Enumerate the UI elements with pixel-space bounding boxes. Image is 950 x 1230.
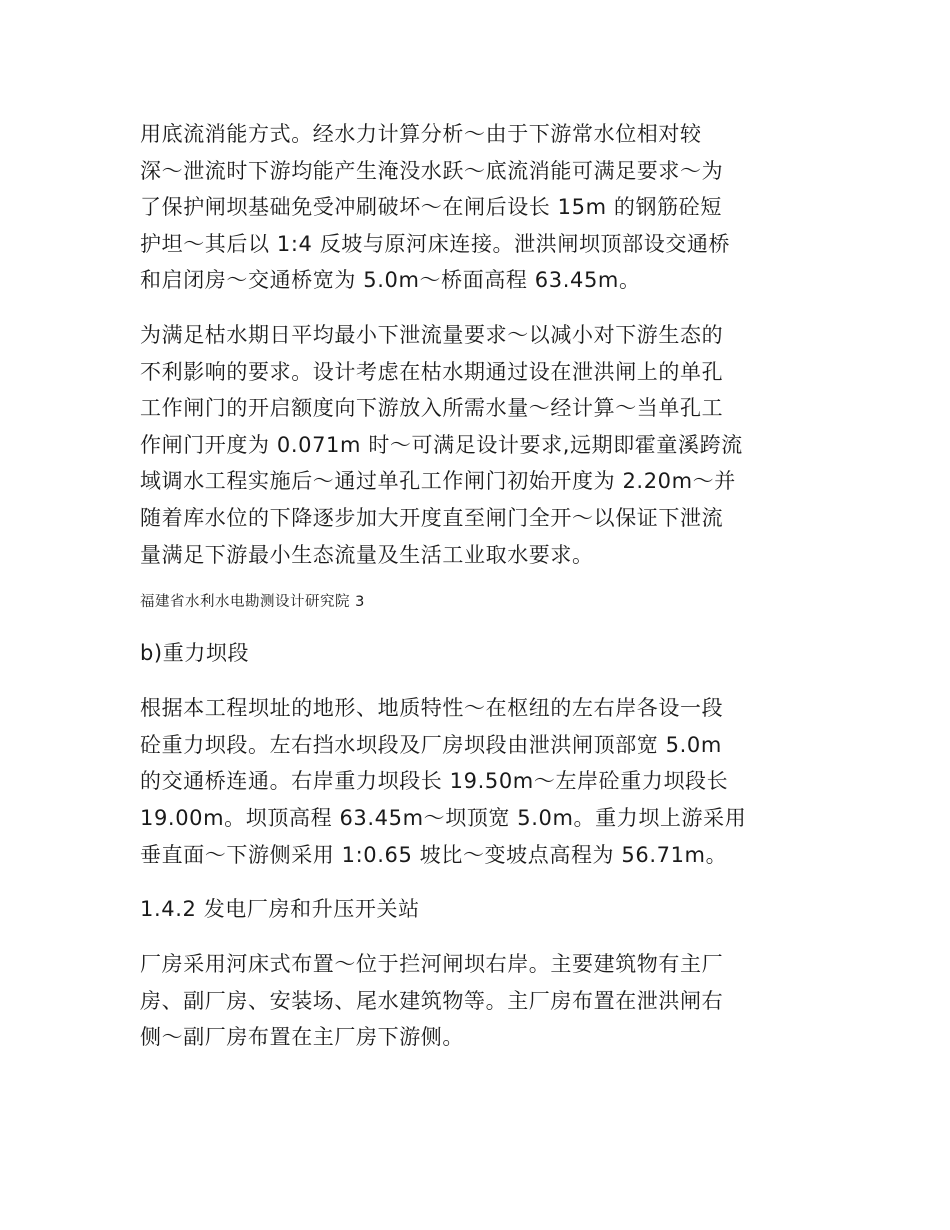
text-line: 作闸门开度为 0.071m 时～可满足设计要求,远期即霍童溪跨流 bbox=[140, 432, 743, 457]
text-line: 随着库水位的下降逐步加大开度直至闸门全开～以保证下泄流 bbox=[140, 505, 724, 530]
text-line: 和启闭房～交通桥宽为 5.0m～桥面高程 63.45m。 bbox=[140, 268, 641, 293]
text-line: 护坦～其后以 1:4 反坡与原河床连接。泄洪闸坝顶部设交通桥 bbox=[140, 231, 731, 256]
paragraph-powerhouse bbox=[140, 946, 812, 1056]
document-body bbox=[140, 116, 812, 1074]
text-line: 砼重力坝段。左右挡水坝段及厂房坝段由泄洪闸顶部宽 5.0m bbox=[140, 732, 722, 757]
section-heading-gravity-dam: b)重力坝段 bbox=[140, 641, 250, 666]
text-line: 域调水工程实施后～通过单孔工作闸门初始开度为 2.20m～并 bbox=[140, 469, 736, 494]
text-line: 19.00m。坝顶高程 63.45m～坝顶宽 5.0m。重力坝上游采用 bbox=[140, 805, 747, 830]
paragraph-spillway-energy-dissipation bbox=[140, 116, 812, 299]
text-line: 深～泄流时下游均能产生淹没水跃～底流消能可满足要求～为 bbox=[140, 158, 724, 183]
text-line: 的交通桥连通。右岸重力坝段长 19.50m～左岸砼重力坝段长 bbox=[140, 769, 729, 794]
text-line: 不利影响的要求。设计考虑在枯水期通过设在泄洪闸上的单孔 bbox=[140, 359, 724, 384]
text-line: 工作闸门的开启额度向下游放入所需水量～经计算～当单孔工 bbox=[140, 396, 724, 421]
paragraph-minimum-discharge bbox=[140, 317, 812, 573]
paragraph-gravity-dam bbox=[140, 690, 812, 873]
text-line: 房、副厂房、安装场、尾水建筑物等。主厂房布置在泄洪闸右 bbox=[140, 988, 724, 1013]
text-line: 用底流消能方式。经水力计算分析～由于下游常水位相对较 bbox=[140, 122, 702, 146]
text-line: 厂房采用河床式布置～位于拦河闸坝右岸。主要建筑物有主厂 bbox=[140, 952, 724, 977]
page-footer-note: 福建省水利水电勘测设计研究院 3 bbox=[140, 594, 365, 611]
text-line: 根据本工程坝址的地形、地质特性～在枢纽的左右岸各设一段 bbox=[140, 696, 724, 721]
text-line: 侧～副厂房布置在主厂房下游侧。 bbox=[140, 1025, 464, 1050]
text-line: 垂直面～下游侧采用 1:0.65 坡比～变坡点高程为 56.71m。 bbox=[140, 842, 728, 867]
text-line: 了保护闸坝基础免受冲刷破坏～在闸后设长 15m 的钢筋砼短 bbox=[140, 195, 722, 220]
text-line: 量满足下游最小生态流量及生活工业取水要求。 bbox=[140, 542, 594, 567]
text-line: 为满足枯水期日平均最小下泄流量要求～以减小对下游生态的 bbox=[140, 322, 724, 347]
section-heading-powerhouse: 1.4.2 发电厂房和升压开关站 bbox=[140, 897, 420, 922]
